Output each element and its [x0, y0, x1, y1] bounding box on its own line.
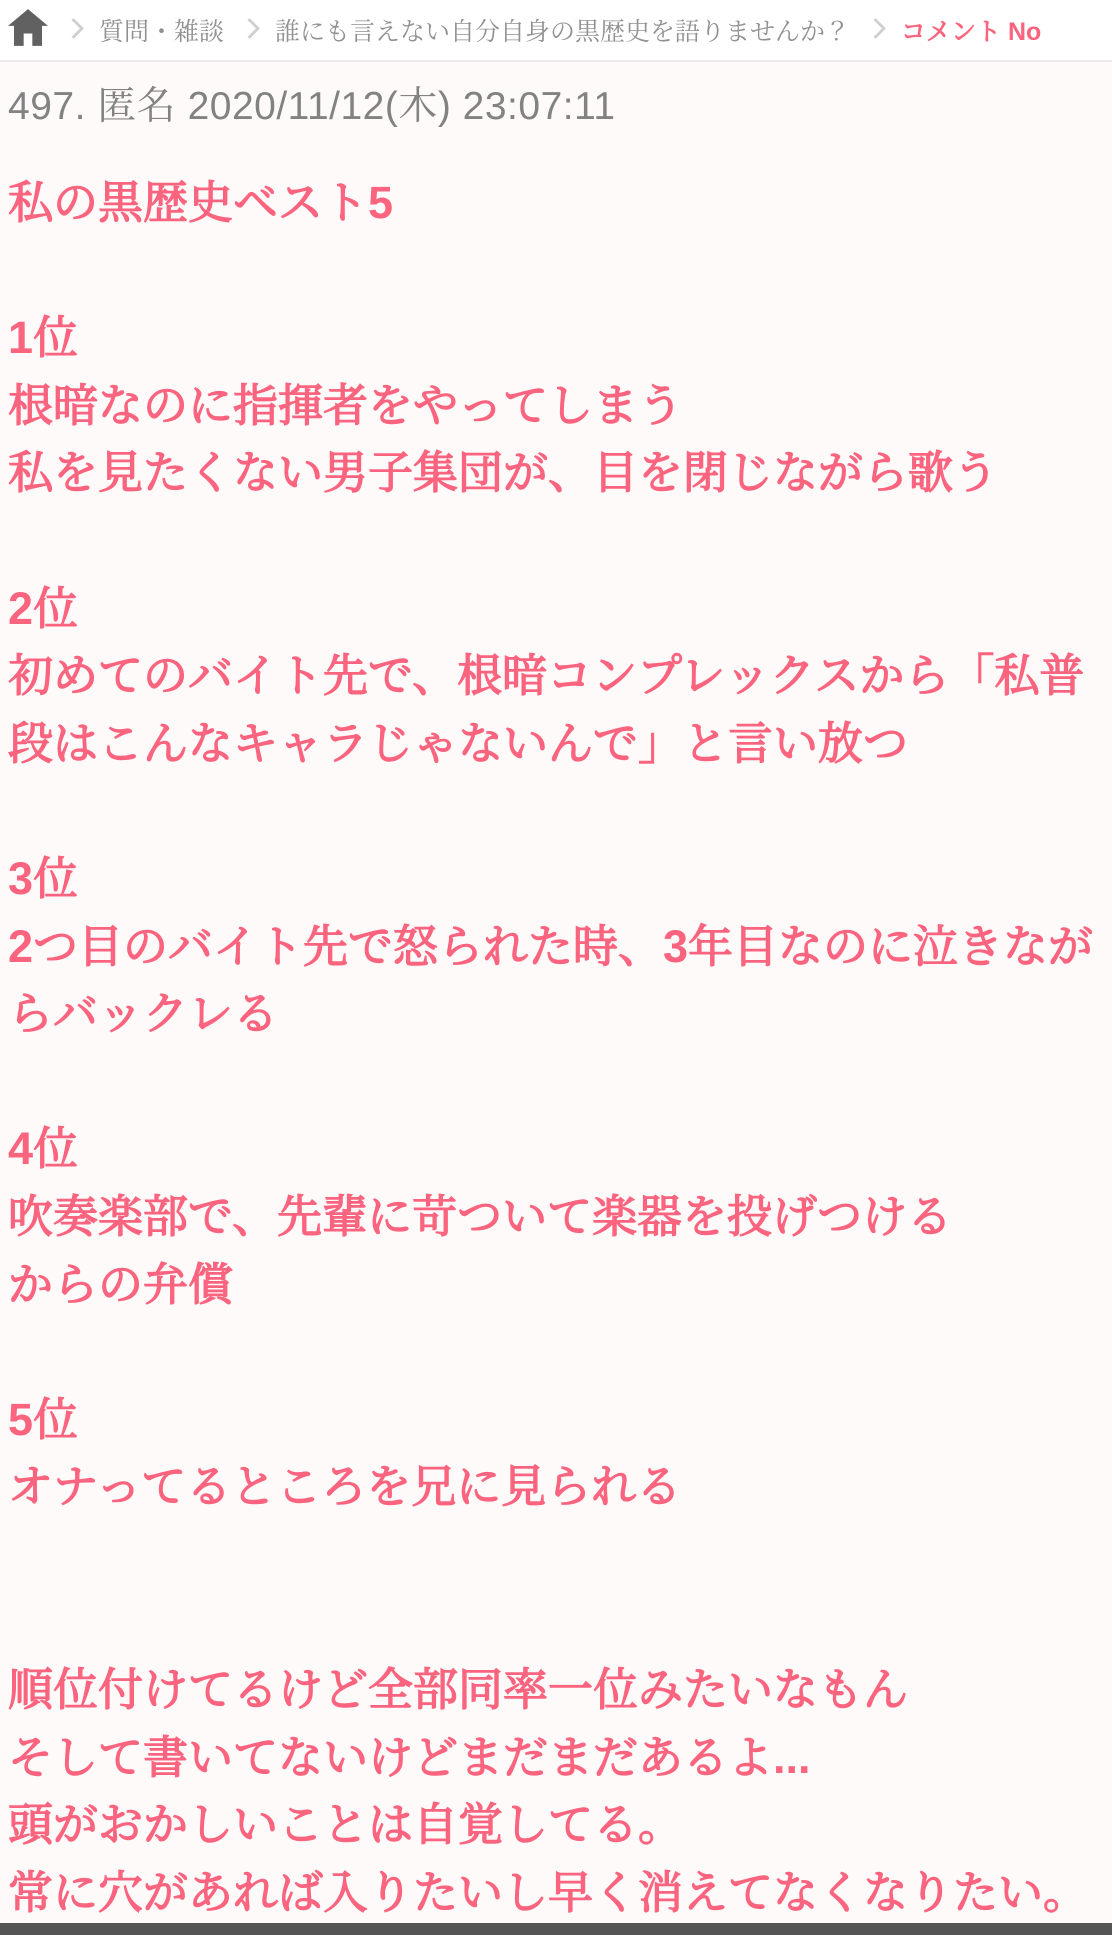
- comment-body-line: 段はこんなキャラじゃないんで」と言い放つ: [8, 717, 909, 769]
- comment-body-line: そして書いてないけどまだまだあるよ...: [8, 1731, 811, 1783]
- breadcrumb-category-link[interactable]: 質問・雑談: [99, 18, 225, 46]
- comment-body-line: [8, 1048, 1106, 1116]
- chevron-right-icon: [239, 17, 260, 38]
- comment-body-line: オナってるところを兄に見られる: [8, 1461, 682, 1513]
- comment-body-line: 私を見たくない男子集団が、目を閉じながら歌う: [8, 447, 999, 499]
- comment-header: 497. 匿名 2020/11/12(木) 23:07:11: [8, 85, 616, 128]
- comment-body-line: 3位: [8, 852, 79, 904]
- comment-body-line: 5位: [8, 1393, 79, 1445]
- comment-body-line: [8, 507, 1106, 575]
- comment-body-line: [8, 777, 1106, 845]
- home-icon: [8, 9, 48, 46]
- footer-strip: [0, 1923, 1112, 1935]
- comment-body-line: [8, 237, 1106, 305]
- breadcrumb: [0, 0, 1112, 62]
- comment-body-line: 順位付けてるけど全部同率一位みたいなもん: [8, 1664, 909, 1716]
- comment-body-line: 1位: [8, 312, 79, 364]
- comment-body-line: 常に穴があれば入りたいし早く消えてなくなりたい。: [8, 1866, 1089, 1918]
- breadcrumb-topic-link[interactable]: 誰にも言えない自分自身の黒歴史を語りませんか？: [275, 18, 851, 46]
- comment-body-line: らバックレる: [8, 988, 279, 1040]
- comment-body-line: 2つ目のバイト先で怒られた時、3年目なのに泣きなが: [8, 920, 1094, 972]
- comment-body-line: 初めてのバイト先で、根暗コンプレックスから「私普: [8, 650, 1085, 702]
- comment-body-line: [8, 1318, 1106, 1386]
- comment-body-line: [8, 1521, 1106, 1589]
- chevron-right-icon: [865, 17, 886, 38]
- comment-body-line: 私の黒歴史ベスト5: [8, 177, 394, 228]
- comment-body: [8, 169, 1106, 1923]
- comment-section: [0, 62, 1112, 1923]
- comment-body-line: 2位: [8, 582, 79, 634]
- comment-body-line: [8, 1588, 1106, 1656]
- comment-body-line: 根暗なのに指揮者をやってしまう: [8, 379, 684, 431]
- chevron-right-icon: [63, 17, 84, 38]
- home-link[interactable]: [8, 9, 48, 46]
- comment-body-line: 頭がおかしいことは自覚してる。: [8, 1799, 684, 1851]
- breadcrumb-comment-anchor[interactable]: コメント No: [901, 18, 1042, 46]
- comment-body-line: 吹奏楽部で、先輩に苛ついて楽器を投げつける: [8, 1190, 953, 1242]
- comment-body-line: 4位: [8, 1123, 79, 1175]
- comment-body-line: からの弁償: [8, 1258, 234, 1310]
